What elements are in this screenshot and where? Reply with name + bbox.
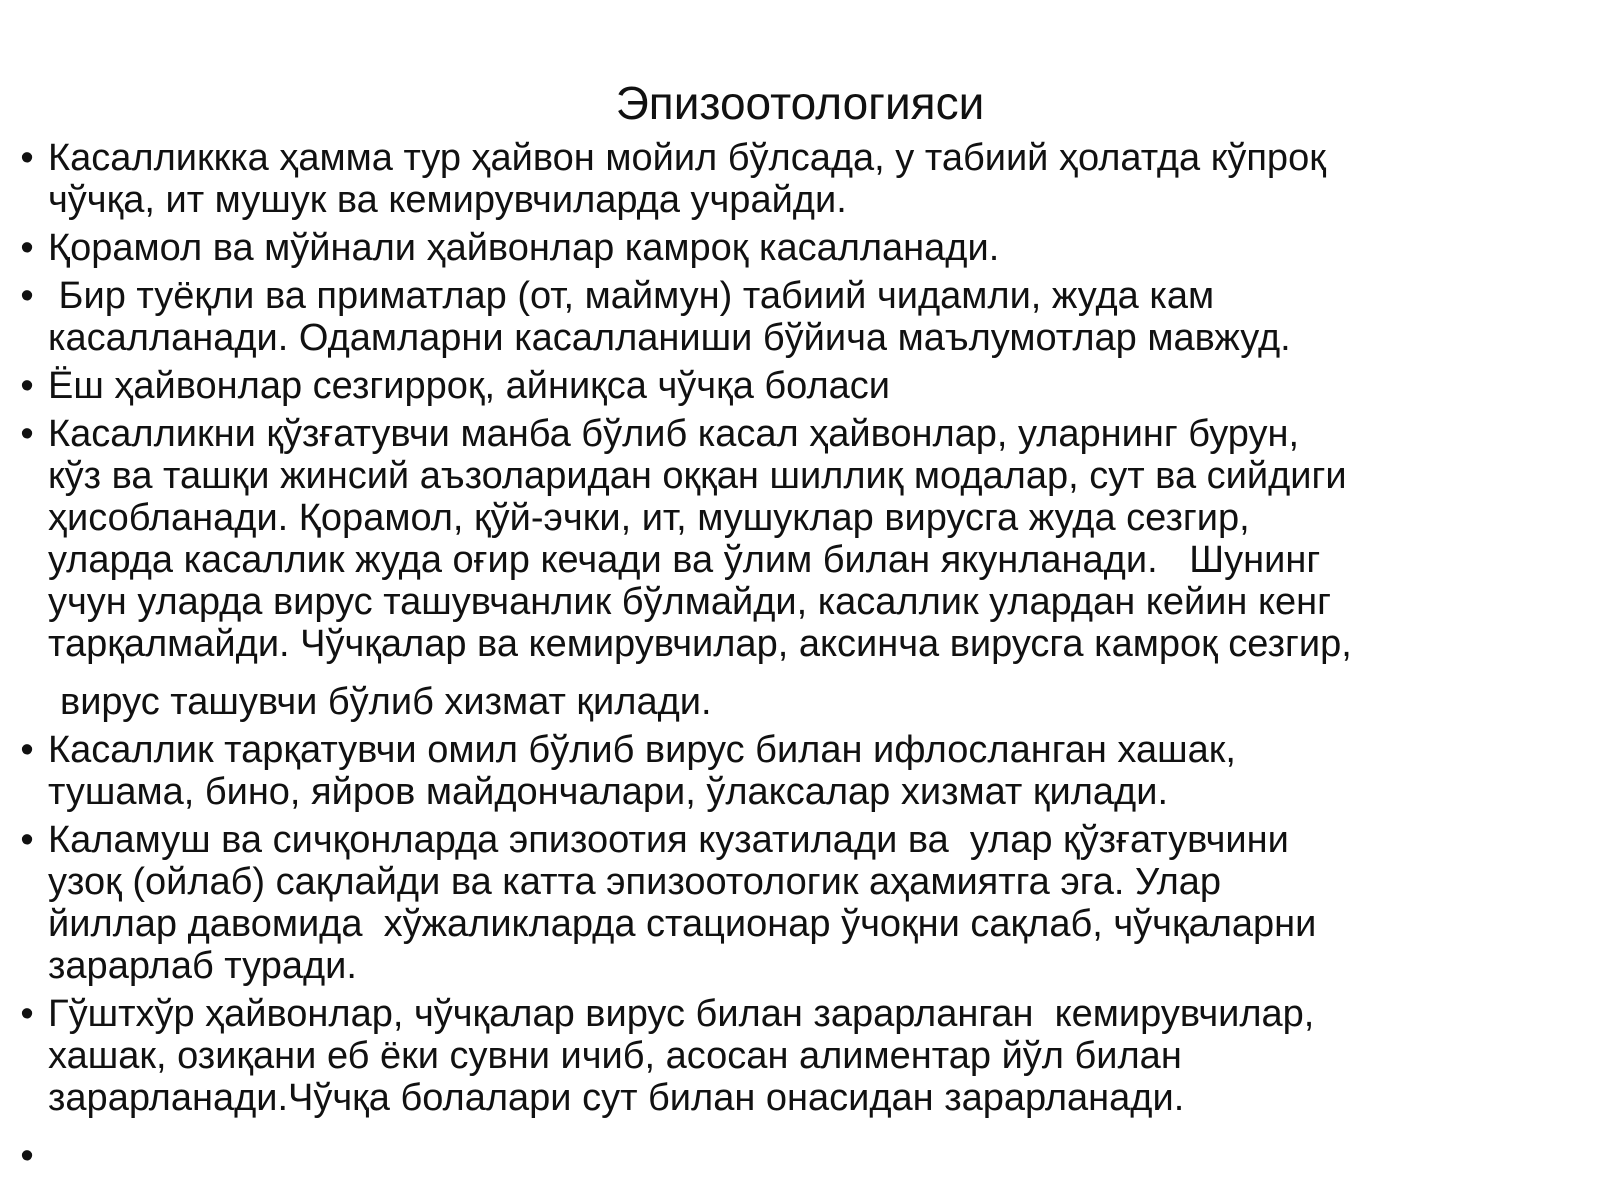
bullet-item-empty: [12, 1135, 1588, 1177]
bullet-dot-icon: •: [20, 729, 34, 771]
bullet-dot-icon: •: [20, 227, 34, 269]
bullet-text-line: тарқалмайди. Чўчқалар ва кемирувчилар, аксинча вирусга камроқ сезгир,: [48, 623, 1352, 665]
bullet-text-line: [48, 1135, 1588, 1177]
bullet-text-line: Ёш ҳайвонлар сезгирроқ, айниқса чўчқа боласи: [48, 365, 890, 407]
bullet-item: [12, 227, 1588, 269]
bullet-item: [12, 413, 1588, 723]
bullet-text-line: кўз ва ташқи жинсий аъзоларидан оққан шиллиқ модалар, сут ва сийдиги: [48, 455, 1347, 497]
bullet-text-line: Касалликни қўзғатувчи манба бўлиб касал ҳайвонлар, уларнинг бурун,: [48, 413, 1300, 455]
bullet-dot-icon: •: [20, 413, 34, 455]
bullet-item: [12, 729, 1588, 813]
bullet-text-line: касалланади. Одамларни касалланиши бўйича маълумотлар мавжуд.: [48, 317, 1291, 359]
bullet-dot-icon: •: [20, 275, 34, 317]
bullet-list: [12, 137, 1588, 1183]
bullet-text-line: хашак, озиқани еб ёки сувни ичиб, асосан алиментар йўл билан: [48, 1035, 1182, 1077]
bullet-text-line: Бир туёқли ва приматлар (от, маймун) табиий чидамли, жуда кам: [48, 275, 1215, 317]
bullet-item: [12, 137, 1588, 221]
bullet-item: [12, 365, 1588, 407]
bullet-dot-icon: •: [20, 993, 34, 1035]
bullet-text-line: учун уларда вирус ташувчанлик бўлмайди, касаллик улардан кейин кенг: [48, 581, 1331, 623]
bullet-text-line: Гўштхўр ҳайвонлар, чўчқалар вирус билан зарарланган кемирувчилар,: [48, 993, 1315, 1035]
bullet-text-line: вирус ташувчи бўлиб хизмат қилади.: [60, 681, 712, 723]
bullet-text-line: Қорамол ва мўйнали ҳайвонлар камроқ касалланади.: [48, 227, 1000, 269]
bullet-text-line: узоқ (ойлаб) сақлайди ва катта эпизоотологик аҳамиятга эга. Улар: [48, 861, 1222, 903]
bullet-item: [12, 993, 1588, 1119]
bullet-dot-icon: •: [20, 365, 34, 407]
page-title: Эпизоотологияси: [615, 76, 985, 129]
bullet-text-line: уларда касаллик жуда оғир кечади ва ўлим билан якунланади. Шунинг: [48, 539, 1321, 581]
bullet-text-line: Каламуш ва сичқонларда эпизоотия кузатилади ва улар қўзғатувчини: [48, 819, 1289, 861]
bullet-text-line: тушама, бино, яйров майдончалари, ўлаксалар хизмат қилади.: [48, 771, 1168, 813]
bullet-text-line: ҳисобланади. Қорамол, қўй-эчки, ит, мушуклар вирусга жуда сезгир,: [48, 497, 1250, 539]
bullet-text-line: Касалликкка ҳамма тур ҳайвон мойил бўлсада, у табиий ҳолатда кўпроқ: [48, 137, 1326, 179]
bullet-text-line: чўчқа, ит мушук ва кемирувчиларда учрайди.: [48, 179, 847, 221]
bullet-text-line: зарарланади.Чўчқа болалари сут билан онасидан зарарланади.: [48, 1077, 1185, 1119]
bullet-dot-icon: •: [20, 819, 34, 861]
bullet-text-line: зарарлаб туради.: [48, 945, 357, 987]
bullet-text-line: йиллар давомида хўжаликларда стационар ўчоқни сақлаб, чўчқаларни: [48, 903, 1317, 945]
bullet-text-line: Касаллик тарқатувчи омил бўлиб вирус билан ифлосланган хашак,: [48, 729, 1236, 771]
bullet-dot-icon: •: [20, 1135, 34, 1177]
bullet-item: [12, 819, 1588, 987]
bullet-dot-icon: •: [20, 137, 34, 179]
bullet-item: [12, 275, 1588, 359]
